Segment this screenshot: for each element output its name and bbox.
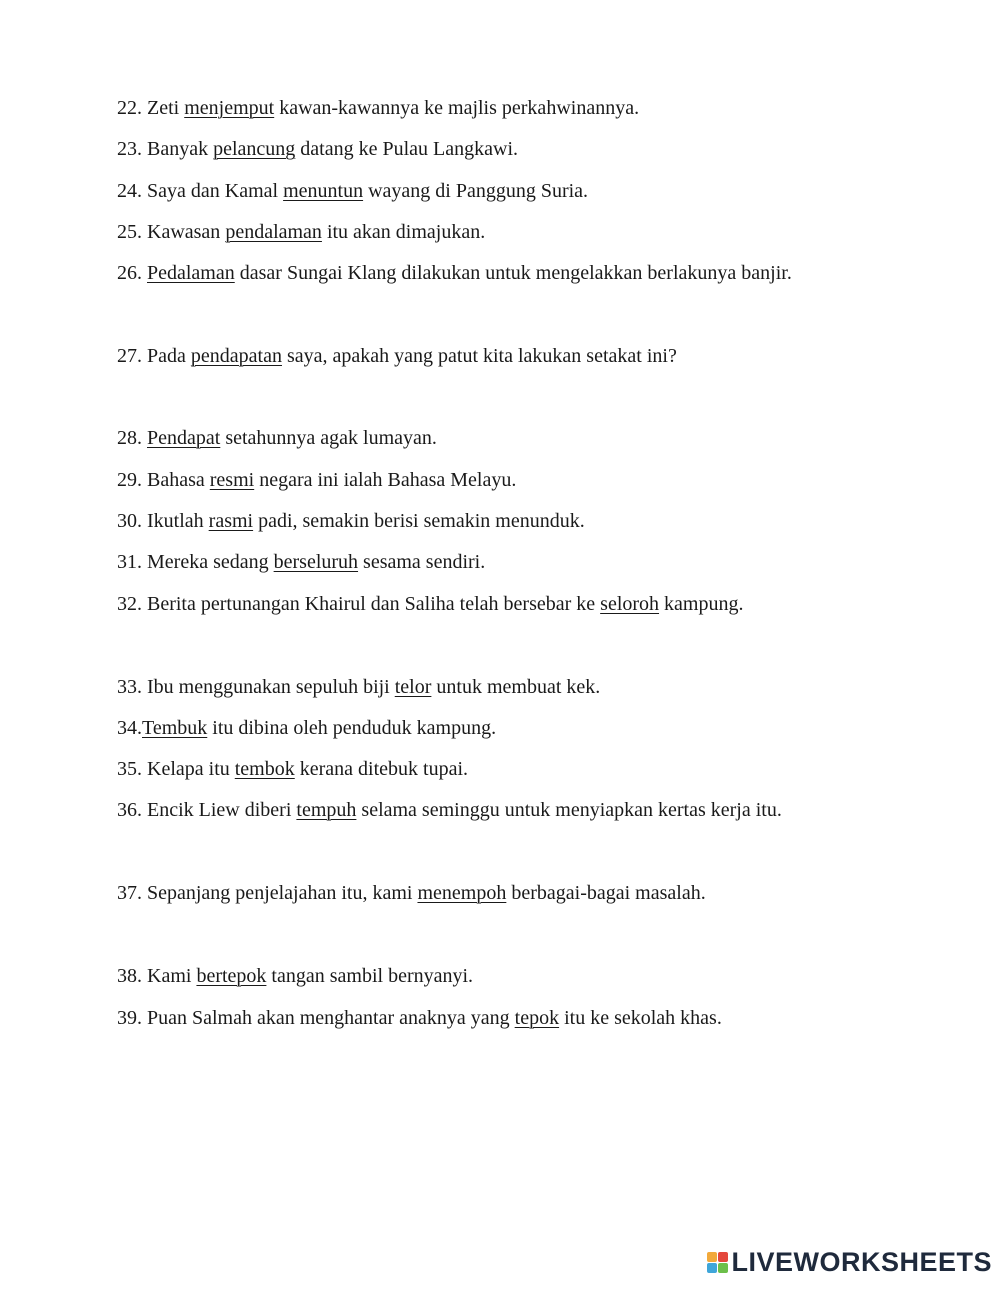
sentence-36: 36. Encik Liew diberi tempuh selama seminggu untuk menyiapkan kertas kerja itu. (117, 799, 782, 821)
sentence-35: 35. Kelapa itu tembok kerana ditebuk tupai. (117, 758, 469, 780)
liveworksheets-logo[interactable] (707, 1247, 992, 1277)
underlined-word[interactable]: tembok (234, 758, 295, 780)
underlined-word[interactable]: berseluruh (273, 551, 359, 573)
liveworksheets-logo-icon (707, 1252, 728, 1273)
logo-tile-i (718, 1252, 728, 1262)
underlined-word[interactable]: pendalaman (225, 221, 322, 243)
underlined-word[interactable]: resmi (209, 469, 255, 491)
underlined-word[interactable]: rasmi (208, 510, 254, 532)
underlined-word[interactable]: telor (394, 676, 432, 698)
sentence-28: 28. Pendapat setahunnya agak lumayan. (117, 427, 437, 449)
sentence-30: 30. Ikutlah rasmi padi, semakin berisi semakin menunduk. (117, 510, 585, 532)
underlined-word[interactable]: tempuh (296, 799, 357, 821)
underlined-word[interactable]: menjemput (184, 97, 275, 119)
underlined-word[interactable]: menuntun (283, 180, 364, 202)
underlined-word[interactable]: tepok (514, 1007, 560, 1029)
sentence-39: 39. Puan Salmah akan menghantar anaknya yang tepok itu ke sekolah khas. (117, 1007, 722, 1029)
sentence-23: 23. Banyak pelancung datang ke Pulau Langkawi. (117, 138, 518, 160)
underlined-word[interactable]: bertepok (196, 965, 267, 987)
underlined-word[interactable]: seloroh (600, 593, 660, 615)
logo-text: LIVEWORKSHEETS (731, 1247, 992, 1277)
sentence-27: 27. Pada pendapatan saya, apakah yang patut kita lakukan setakat ini? (117, 345, 677, 367)
sentence-34: 34.Tembuk itu dibina oleh penduduk kampung. (117, 717, 497, 739)
sentence-33: 33. Ibu menggunakan sepuluh biji telor untuk membuat kek. (117, 676, 601, 698)
underlined-word[interactable]: Tembuk (142, 717, 208, 739)
sentence-37: 37. Sepanjang penjelajahan itu, kami menempoh berbagai-bagai masalah. (117, 882, 706, 904)
sentence-26: 26. Pedalaman dasar Sungai Klang dilakukan untuk mengelakkan berlakunya banjir. (117, 262, 792, 284)
sentence-32: 32. Berita pertunangan Khairul dan Saliha telah bersebar ke seloroh kampung. (117, 593, 744, 615)
sentence-24: 24. Saya dan Kamal menuntun wayang di Panggung Suria. (117, 180, 589, 202)
sentence-22: 22. Zeti menjemput kawan-kawannya ke majlis perkahwinannya. (117, 97, 640, 119)
underlined-word[interactable]: menempoh (417, 882, 507, 904)
sentence-25: 25. Kawasan pendalaman itu akan dimajukan. (117, 221, 486, 243)
logo-tile-e (718, 1263, 728, 1273)
logo-tile-l (707, 1252, 717, 1262)
sentence-38: 38. Kami bertepok tangan sambil bernyanyi. (117, 965, 474, 987)
sentence-29: 29. Bahasa resmi negara ini ialah Bahasa Melayu. (117, 469, 517, 491)
underlined-word[interactable]: pendapatan (190, 345, 282, 367)
logo-tile-v (707, 1263, 717, 1273)
underlined-word[interactable]: pelancung (213, 138, 296, 160)
underlined-word[interactable]: Pedalaman (147, 262, 235, 284)
sentence-31: 31. Mereka sedang berseluruh sesama sendiri. (117, 551, 486, 573)
underlined-word[interactable]: Pendapat (147, 427, 221, 449)
